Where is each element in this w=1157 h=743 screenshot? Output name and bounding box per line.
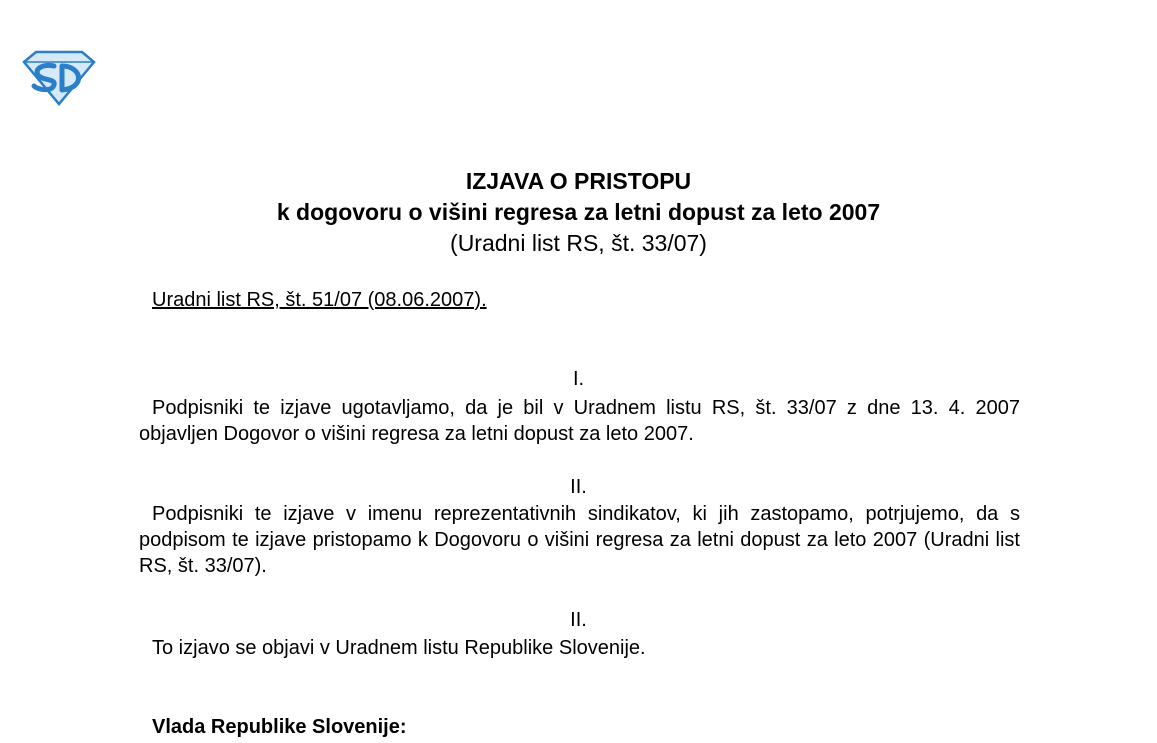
title-line-2: k dogovoru o višini regresa za letni dopust za leto 2007	[276, 199, 881, 225]
document-title	[0, 166, 1157, 259]
section-1-body	[139, 395, 1020, 447]
section-3-body	[139, 635, 1020, 661]
section-number-2: II.	[570, 476, 587, 498]
logo-text: SD	[22, 48, 24, 49]
section-1-paragraph: Podpisniki te izjave ugotavljamo, da je bil v Uradnem listu RS, št. 33/07 z dne 13. 4. 2007 objavljen Dogovor o višini regresa za letni dopust za leto 2007.	[139, 397, 1020, 445]
official-gazette-reference-link[interactable]: Uradni list RS, št. 51/07 (08.06.2007).	[152, 289, 487, 311]
section-2-body	[139, 501, 1020, 579]
sd-diamond-logo-icon	[22, 48, 96, 106]
section-3-paragraph: To izjavo se objavi v Uradnem listu Republike Slovenije.	[152, 637, 646, 659]
section-2-paragraph: Podpisniki te izjave v imenu reprezentativnih sindikatov, ki jih zastopamo, potrjujemo, da s podpisom te izjave pristopamo k Dogovoru o višini regresa za letni dopust za leto 2007 (Uradni list RS, št. 33/07).	[139, 503, 1020, 577]
section-number-1: I.	[572, 368, 585, 390]
title-line-3: (Uradni list RS, št. 33/07)	[450, 230, 707, 256]
title-line-1: IZJAVA O PRISTOPU	[465, 168, 692, 194]
signatory-label: Vlada Republike Slovenije:	[152, 716, 407, 738]
section-number-3: II.	[570, 609, 587, 631]
